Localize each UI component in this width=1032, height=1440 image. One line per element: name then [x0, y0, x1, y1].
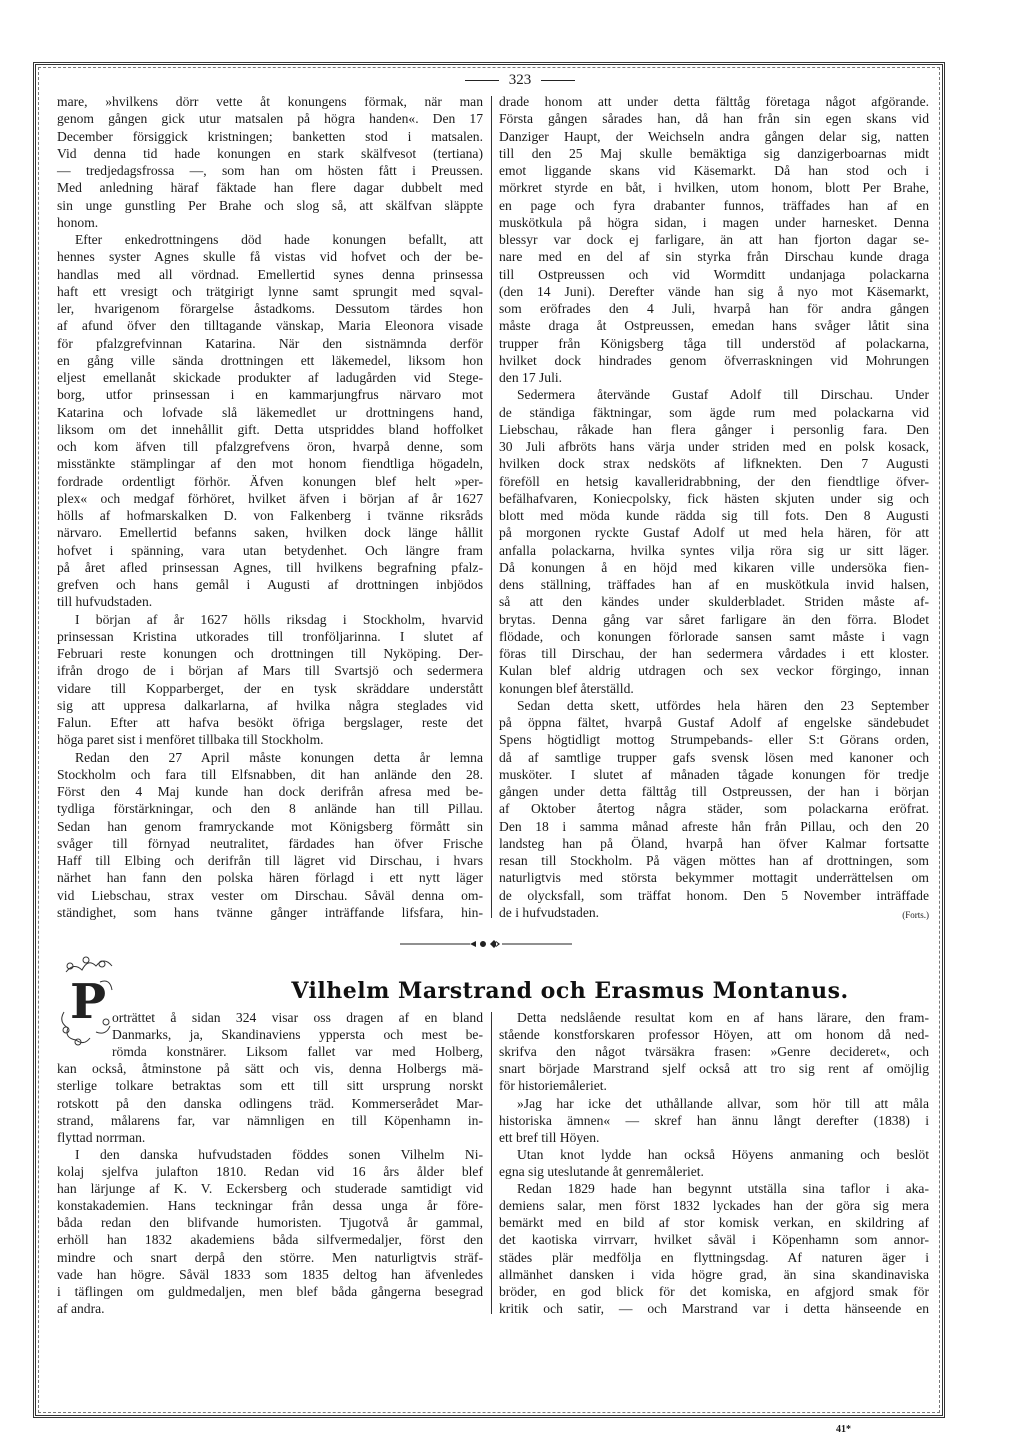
text-line-content: närvaro. Emellertid befanns saken, hvilken dock länge hållit — [57, 525, 483, 541]
text-line-content: Sedan detta skett, utfördes hela hären den 23 September — [517, 697, 929, 713]
text-line-content: han lärjunge af K. V. Eckersberg och studerade samtidigt vid — [57, 1181, 483, 1197]
text-line-content: prinsessan Kristina utkorades till tronföljarinna. I slutet af — [57, 628, 483, 644]
text-line — [499, 1301, 929, 1316]
text-line-content: genom gången gick utur matsalen på högra handen«. Den 17 — [57, 111, 483, 127]
text-line — [499, 474, 929, 489]
text-line-content: sterlige tolkare betraktas som ett till sitt ursprung norskt — [57, 1078, 483, 1094]
text-line-content: till hufvudstaden. — [57, 594, 153, 610]
text-line — [57, 612, 483, 627]
text-line-content: så att den kändes under skulderbladet. Striden måste af- — [499, 594, 929, 610]
text-line — [57, 1027, 483, 1042]
text-line-content: handlas med all vördnad. Emellertid synes denna prinsessa — [57, 266, 483, 282]
text-line-content: på morgonen ryckte Gustaf Adolf ut med hela hären, för att — [499, 525, 929, 541]
text-line-content: erhöll han 1832 akademiens båda silfvermedaljer, först den — [57, 1232, 483, 1248]
text-line — [499, 1267, 929, 1282]
text-line — [499, 267, 929, 282]
text-line — [57, 1267, 483, 1282]
text-line-content: kolaj sjelfva julafton 1810. Redan vid 16 års ålder blef — [57, 1163, 483, 1179]
text-line-content: Februari reste konungen och drottningen till Nyköping. Der- — [57, 646, 483, 661]
text-line-content: de ständiga fäktningar, som ägde rum med polackarna vid — [499, 404, 929, 420]
text-line-content: Sedermera återvände Gustaf Adolf till Dirschau. Under — [517, 387, 929, 403]
text-line-content: musköter. I slutet af månaden tågade konungen för tredje — [499, 766, 929, 782]
text-line — [499, 1096, 929, 1111]
text-line — [499, 836, 929, 851]
text-line — [57, 249, 483, 264]
text-line — [57, 439, 483, 454]
text-line — [57, 336, 483, 351]
text-line — [499, 146, 929, 161]
text-line — [499, 1078, 929, 1093]
text-line-content: hofvet i spänning, vara utan betydenhet. Och längre fram — [57, 542, 483, 558]
text-line — [499, 732, 929, 747]
text-line-content: föreföll en hetsig kavalleridrabbning, der den fiendtlige öfver- — [499, 473, 929, 489]
text-line — [499, 1232, 929, 1247]
text-line — [57, 819, 483, 834]
text-line-content: då af samtlige trupper gafs svensk lösen med kanoner och — [499, 749, 929, 765]
text-line — [499, 870, 929, 885]
text-line-content: hvilken dock strax nedsköts af lifknekten. Den 7 Augusti — [499, 456, 929, 472]
article-left-column — [57, 1010, 483, 1316]
text-line-content: Falun. Efter att hafva besökt öfriga bergslager, reste det — [57, 715, 483, 730]
text-line — [57, 1250, 483, 1265]
page-number — [420, 72, 620, 89]
text-line-content: borg, utfor prinsessan i en kammarjungfrus närvaro mot — [57, 387, 483, 403]
text-line-content: Först den 4 Maj kunde han dock derifrån afresa med be- — [57, 784, 483, 799]
text-line — [57, 301, 483, 316]
text-line — [57, 681, 483, 696]
text-line-content: höga paret sist i menföret tillbaka till Stockholm. — [57, 732, 324, 748]
text-line — [57, 215, 483, 230]
text-line — [499, 1113, 929, 1128]
text-line — [57, 422, 483, 437]
text-line-content: I början af år 1627 hölls riksdag i Stockholm, hvarvid — [75, 611, 483, 627]
text-line-content: haft ett vresigt och trätgirigt lynne samt sprungit med sqval- — [57, 283, 483, 299]
text-line-content: skrifva den något tvärsäkra frasen: »Genre decideret«, och — [499, 1044, 929, 1060]
text-line — [499, 646, 929, 661]
text-line — [57, 1198, 483, 1213]
text-line — [57, 370, 483, 385]
text-line-content: emot liggande skans vid Käsemarkt. Då han stod och i — [499, 163, 929, 178]
text-line-content: Med anledning häraf fäktade han flere dagar dubbelt med — [57, 180, 483, 196]
text-line-content: bemärkt med en bild af stor komisk verkan, en skildring af — [499, 1215, 929, 1231]
text-line-content: — tredjedagsfrossa —, som han om hösten fått i Preussen. — [57, 163, 483, 178]
text-line — [57, 525, 483, 540]
text-line-content: stående konstforskaren professor Höyen, att om honom då ned- — [499, 1027, 929, 1043]
text-line — [499, 284, 929, 299]
text-line — [57, 1147, 483, 1162]
text-line-content: flödade, och konungen förlorade sansen samt måste i vagn — [499, 628, 929, 644]
text-line-content: sig att uppresa dalkarlarna, af hvilka några steglades vid — [57, 697, 483, 713]
text-line-content: muskötkula på högra sidan, i magen under harnesket. Denna — [499, 214, 929, 230]
text-line — [499, 439, 929, 454]
text-line — [57, 801, 483, 816]
text-line-content: svåger till förnyad neutralitet, färdades han öfver Frische — [57, 835, 483, 851]
text-line-content: naturligtvis med största bekymmer mottagit underrättelsen om — [499, 870, 929, 886]
page-number-text: 323 — [508, 72, 532, 88]
text-line-content: flyttad norrman. — [57, 1129, 146, 1145]
text-line — [499, 111, 929, 126]
text-line — [57, 663, 483, 678]
text-line — [57, 560, 483, 575]
text-line-content: Katarina och lofvade slå läkemedlet ur drottningens hand, — [57, 404, 483, 420]
text-line-content: (den 14 Juni). Derefter vände han sig å nyo mot Käsemarkt, — [499, 283, 929, 299]
text-line — [499, 715, 929, 730]
text-line — [499, 232, 929, 247]
text-line-content: hvilket dock hindrades genom öfverraskningen vid Mohrungen — [499, 352, 929, 368]
text-line — [499, 525, 929, 540]
text-line — [57, 853, 483, 868]
text-line — [499, 594, 929, 609]
text-line-content: i täflingen om guldmedaljen, men blef båda gångerna besegrad — [57, 1283, 483, 1299]
text-line — [57, 732, 483, 747]
top-right-column — [499, 94, 929, 920]
text-line — [499, 819, 929, 834]
text-line — [57, 767, 483, 782]
text-line — [499, 405, 929, 420]
text-line-content: föras till Dirschau, der han sedermera vårdades i ett kloster. — [499, 646, 929, 661]
article-title: Vilhelm Marstrand och Erasmus Montanus. — [291, 978, 849, 1004]
text-line — [57, 1301, 483, 1316]
text-line-content: December försiggick kristningen; banketten stod i matsalen. — [57, 128, 483, 144]
section-divider-ornament — [400, 938, 572, 950]
text-line-content: ifrån drogo de i början af Mars till Svartsjö och sedermera — [57, 663, 483, 679]
text-line-content: egna sig uteslutande åt genremåleriet. — [499, 1163, 704, 1179]
text-line-content: ständighet, som hans tvänne gånger inträffande lifsfara, hin- — [57, 904, 483, 920]
text-line — [499, 767, 929, 782]
text-line-content: Första gången sårades han, då han från sin egen skans vid — [499, 111, 929, 127]
text-line-content: Efter enkedrottningens död hade konungen befallt, att — [75, 232, 483, 247]
text-line-content: Spens högtidligt mottog Strumpebands- eller S:t Görans orden, — [499, 732, 929, 748]
text-line-content: till den 25 Maj skulle bemäktiga sig danzigerboarnas midt — [499, 145, 929, 161]
text-line-content: de i hufvudstaden. — [499, 904, 600, 920]
text-line — [499, 577, 929, 592]
text-line-content: Redan 1829 hade han begynnt utställa sina taflor i aka- — [517, 1181, 929, 1197]
text-line-content: tydliga förstärkningar, och den 8 anlände han till Pillau. — [57, 801, 483, 817]
text-line — [499, 1215, 929, 1230]
text-line — [499, 1198, 929, 1213]
text-line — [499, 784, 929, 799]
text-line-content: Danmarks, ja, Skandinaviens yppersta och mest be- — [112, 1027, 483, 1043]
text-line-content: ett bref till Höyen. — [499, 1129, 600, 1145]
text-line-content: blott med möda kunde rädda sig till fots. Den 8 Augusti — [499, 508, 929, 523]
text-line — [57, 1181, 483, 1196]
text-line-content: rotskott på den danska odlingens träd. Kommerserådet Mar- — [57, 1095, 483, 1111]
text-line — [499, 681, 929, 696]
text-line-content: en page och fyra drabanter funnos, träffades han af en — [499, 197, 929, 213]
text-line — [57, 163, 483, 178]
text-line-content: Den 18 i samma månad afreste hån från Pillau, och den 20 — [499, 818, 929, 834]
text-line-content: de olycksfall, som träffat honom. Den 5 November inträffade — [499, 887, 929, 903]
text-line — [57, 1130, 483, 1145]
column-divider-top — [491, 96, 492, 918]
text-line — [499, 801, 929, 816]
article-right-column — [499, 1010, 929, 1316]
text-line — [499, 456, 929, 471]
text-line-content: dens ställning, träffades han af en muskötkula invid halsen, — [499, 577, 929, 592]
text-line-content: Utan knot lydde han också Höyens anmaning och beslöt — [517, 1146, 929, 1162]
text-line-content: Kulan blef aldrig utdragen och sex veckor förgingo, innan — [499, 663, 929, 679]
text-line-content: plex« och medgaf förhöret, hvilket äfven i början af år 1627 — [57, 490, 483, 506]
text-line — [499, 491, 929, 506]
text-line-content: resan till Stockholm. På vägen möttes han af drottningen, som — [499, 853, 929, 868]
text-line — [57, 232, 483, 247]
text-line-content: det kaotiska virrvarr, hvilket såväl i Köpenhamn som annor- — [499, 1232, 929, 1248]
text-line — [57, 629, 483, 644]
text-line-content: konstakademien. Hans teckningar från dessa unga år före- — [57, 1198, 483, 1214]
text-line-content: drade honom att under detta fälttåg företaga något afgörande. — [499, 94, 929, 109]
text-line-content: vid Liebschau, strax vester om Dirschau. Såväl denna om- — [57, 887, 483, 903]
text-line-content: blessyr var dock ej farligare, än att han fjorton dagar se- — [499, 232, 929, 247]
text-line — [57, 1232, 483, 1247]
text-line — [499, 1010, 929, 1025]
text-line — [57, 1164, 483, 1179]
text-line-content: mare, »hvilkens dörr vette åt konungens förmak, när man — [57, 94, 483, 109]
text-line-content: Detta nedslående resultat kom en af hans lärare, den fram- — [517, 1010, 929, 1025]
text-line-content: Redan den 27 April måste konungen detta år lemna — [75, 749, 483, 765]
text-line — [57, 146, 483, 161]
text-line-content: för pfalzgrefvinnan Katarina. När den sistnämnda derför — [57, 335, 483, 351]
text-line — [499, 1164, 929, 1179]
text-line-content: mörkret styrde en båt, i hvilken, utom honom, blott Per Brahe, — [499, 180, 929, 196]
top-left-column — [57, 94, 483, 920]
text-line — [57, 129, 483, 144]
text-line — [57, 474, 483, 489]
text-line — [499, 560, 929, 575]
text-line-content: till Ostpreussen och vid Wormditt undanjaga polackarna — [499, 266, 929, 282]
text-line-content: närhet han fann den polska hären förlagd i ett nytt läger — [57, 870, 483, 886]
text-line — [499, 215, 929, 230]
text-line-content: orträttet å sidan 324 visar oss dragen af en bland — [112, 1010, 483, 1025]
text-line — [57, 1078, 483, 1093]
text-line-content: eljest emellanåt skickade produkter af ladugården vid Stege- — [57, 370, 483, 385]
text-line-content: strand, målarens far, var nämnligen en till Köpenhamn in- — [57, 1112, 483, 1128]
text-line — [499, 1284, 929, 1299]
text-line — [499, 336, 929, 351]
text-line — [57, 1061, 483, 1076]
text-line-content: I den danska hufvudstaden föddes sonen Vilhelm Ni- — [75, 1146, 483, 1162]
text-line — [499, 1250, 929, 1265]
text-line-content: af andra. — [57, 1300, 105, 1316]
text-line-content: Haff till Elbing och derifrån till lägret vid Dirschau, i hvars — [57, 853, 483, 868]
text-line — [499, 1130, 929, 1145]
text-line-content: konungen blef återställd. — [499, 680, 634, 696]
text-line-content: 30 Juli afbröts hans värja under striden med en polsk kosack, — [499, 439, 929, 454]
text-line — [57, 387, 483, 402]
text-line — [499, 663, 929, 678]
text-line-content: båda redan den blifvande humoristen. Tjugotvå år gammal, — [57, 1215, 483, 1231]
text-line — [499, 301, 929, 316]
text-line-content: på året afled prinsessan Agnes, till hvilkens begrafning pfalz- — [57, 559, 483, 575]
text-line — [499, 612, 929, 627]
text-line — [57, 111, 483, 126]
text-line — [57, 1010, 483, 1025]
text-line — [57, 784, 483, 799]
text-line — [499, 629, 929, 644]
text-line — [499, 698, 929, 713]
text-line — [499, 888, 929, 903]
text-line — [499, 1061, 929, 1076]
text-line — [57, 353, 483, 368]
text-line — [57, 715, 483, 730]
text-line-content: sin unge gunstling Per Brahe och slog så, att skälfvan släppte — [57, 197, 483, 213]
text-line-content: ler, hvarigenom förargelse åstadkoms. Dessutom tärdes hon — [57, 301, 483, 316]
text-line — [57, 905, 483, 920]
text-line-content: Stockholm och fara till Elfsnabben, dit han anlände den 28. — [57, 766, 483, 782]
signature-mark: 41* — [836, 1424, 851, 1435]
text-line — [499, 1181, 929, 1196]
text-line — [499, 508, 929, 523]
text-line — [57, 836, 483, 851]
text-line-content: kritik och satir, — och Marstrand var i detta hänseende en — [499, 1300, 929, 1316]
text-line-content: gången under detta fälttåg till Ostpreussen, der han i början — [499, 784, 929, 799]
text-line-content: för historiemåleriet. — [499, 1078, 607, 1094]
text-line — [499, 543, 929, 558]
text-line — [57, 508, 483, 523]
text-line — [499, 163, 929, 178]
text-line-content: grefven och hans gemål i Augusti af drottningen inbjödos — [57, 577, 483, 592]
text-line-content: af Oktober återtog några städer, som polackarna eröfrat. — [499, 801, 929, 817]
text-line — [57, 94, 483, 109]
text-line-content: måste draga åt Ostpreussen, emedan hans svåger låtit sina — [499, 318, 929, 334]
text-line — [57, 456, 483, 471]
text-line — [57, 1096, 483, 1111]
text-line — [499, 750, 929, 765]
text-line-content: Sedan han genom framryckande mot Königsberg förmått sin — [57, 818, 483, 834]
text-line — [499, 198, 929, 213]
text-line-content: »Jag har icke det uthållande allvar, som hör till att måla — [517, 1095, 929, 1111]
text-line-content: och kom äfven till pfalzgrefvens öron, hvarpå denne, som — [57, 439, 483, 454]
text-line-content: af afund öfver den tilltagande vänskap, Maria Eleonora visade — [57, 318, 483, 334]
text-line — [57, 284, 483, 299]
text-line-content: bröder, en god blick för det komiska, en afgjord smak för — [499, 1283, 929, 1299]
text-line — [57, 543, 483, 558]
text-line — [499, 370, 929, 385]
text-line — [499, 387, 929, 402]
text-line-content: Vid denna tid hade konungen en stark skälfvesot (tertiana) — [57, 145, 483, 161]
text-line — [499, 1044, 929, 1059]
text-line-content: nare med en del af sin styrka från Dirschau kunde draga — [499, 249, 929, 265]
text-line — [57, 1113, 483, 1128]
text-line — [57, 888, 483, 903]
text-line — [499, 422, 929, 437]
text-line-content: brytas. Denna gång var såret farligare än den förra. Blodet — [499, 611, 929, 627]
text-line — [57, 870, 483, 885]
text-line — [57, 491, 483, 506]
text-line — [499, 94, 929, 109]
text-line-content: vidare till Kopparberget, der en tysk skräddare understått — [57, 680, 483, 696]
text-line — [499, 1027, 929, 1042]
text-line — [57, 405, 483, 420]
text-line-content: snart började Marstrand sjelf också att tro sig rent af omöjlig — [499, 1061, 929, 1077]
column-divider-article — [491, 1012, 492, 1314]
text-line — [499, 905, 929, 920]
text-line-content: hölls af hofmarskalken D. von Falkenberg i tvänne riksråds — [57, 508, 483, 523]
text-line-content: städes plär medfölja en flyttningsdag. Af naturen äger i — [499, 1249, 929, 1265]
text-line — [499, 129, 929, 144]
text-line-content: Liebschau, råkade han flera gånger i personlig fara. Den — [499, 421, 929, 437]
text-line-content: römda konstnärer. Liksom fallet var med Holberg, — [112, 1044, 483, 1060]
text-line-content: den 17 Juli. — [499, 370, 563, 385]
text-line — [57, 594, 483, 609]
text-line-content: demiens salar, men först 1832 lyckades han der göra sig mera — [499, 1198, 929, 1214]
text-line — [499, 249, 929, 264]
text-line — [499, 180, 929, 195]
text-line — [499, 353, 929, 368]
text-line-content: Då konungen å en höjd med kikaren ville undersöka fien- — [499, 559, 929, 575]
text-line — [57, 267, 483, 282]
text-line-content: historiska ämnen« — skref han ännu långt derefter (1838) i — [499, 1112, 929, 1128]
svg-text:P: P — [70, 974, 107, 1030]
text-line-content: mindre och snart derpå den större. Men naturligtvis sträf- — [57, 1249, 483, 1265]
text-line-content: misstänkte stämplingar af den mot honom fiendtliga högadeln, — [57, 456, 483, 472]
text-line — [57, 1215, 483, 1230]
text-line-content: vade han högre. Såväl 1833 som 1835 deltog han äfvenledes — [57, 1266, 483, 1282]
text-line-content: Danziger Haupt, der Weichseln andra gången delar sig, natten — [499, 128, 929, 144]
text-line — [57, 1284, 483, 1299]
text-line — [57, 198, 483, 213]
text-line-content: allmänhet dansken i vida högre grad, än sina skandinaviska — [499, 1266, 929, 1282]
text-line — [57, 646, 483, 661]
text-line-content: landsteg han på Öland, hvarpå han öfver Kalmar fortsatte — [499, 835, 929, 851]
text-line-content: hennes syster Agnes skulle få vistas vid hofvet och der be- — [57, 249, 483, 265]
text-line — [57, 1044, 483, 1059]
text-line — [57, 577, 483, 592]
text-line — [499, 1147, 929, 1162]
text-line-content: befälhafvaren, Koniecpolsky, fick hästen skjuten under sig och — [499, 490, 929, 506]
text-line — [57, 180, 483, 195]
text-line-content: fordrade ordentligt förhör. Äfven konungen blef helt »per- — [57, 473, 483, 489]
text-line-content: honom. — [57, 214, 99, 230]
text-line — [57, 698, 483, 713]
text-line — [57, 750, 483, 765]
text-line-content: anfalla polackarna, hvilka syntes vilja röra sig ur sitt läger. — [499, 542, 929, 558]
text-line — [57, 318, 483, 333]
text-line-content: som eröfrades den 4 Juli, hvarpå han för andra gången — [499, 301, 929, 316]
text-line-content: trupper från Königsberg tåga till understöd af polackarna, — [499, 335, 929, 351]
text-line-content: liksom om det innehållit gift. Detta utspriddes bland hoffolket — [57, 421, 483, 437]
text-line — [499, 853, 929, 868]
continued-note: (Forts.) — [902, 909, 929, 920]
text-line-content: en gång ville sända drottningen ett läkemedel, liksom hon — [57, 352, 483, 368]
text-line — [499, 318, 929, 333]
text-line-content: på öppna fältet, hvarpå Gustaf Adolf af engelske sändebudet — [499, 715, 929, 730]
text-line-content: kan också, åtminstone på sätt och vis, denna Holbergs mä- — [57, 1061, 483, 1077]
